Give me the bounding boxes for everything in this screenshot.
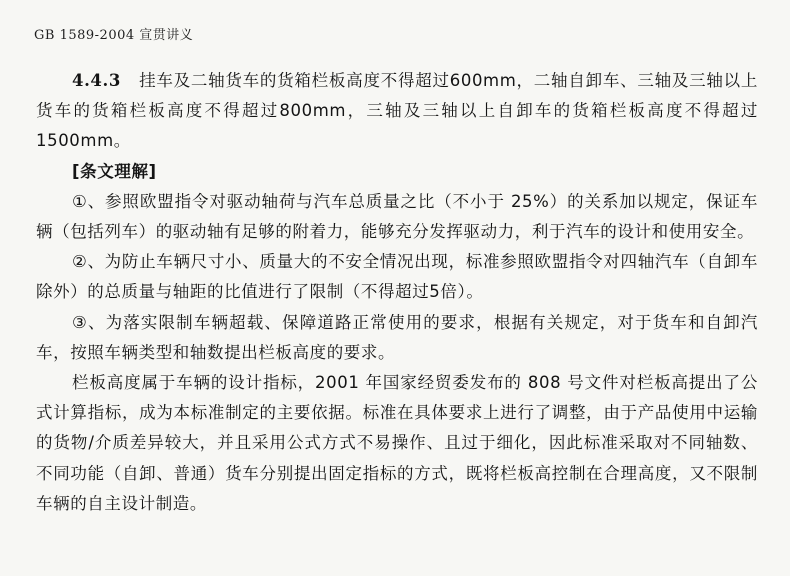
paragraph-2: ②、为防止车辆尺寸小、质量大的不安全情况出现，标准参照欧盟指令对四轴汽车（自卸车除外）的总质量与轴距的比值进行了限制（不得超过5倍）。 [36, 252, 758, 302]
clause-text: 挂车及二轴货车的货箱栏板高度不得超过600mm，二轴自卸车、三轴及三轴以上货车的货箱栏板高度不得超过800mm，三轴及三轴以上自卸车的货箱栏板高度不得超过1500mm。 [36, 71, 758, 151]
page-header: GB 1589-2004 宣贯讲义 [34, 28, 194, 43]
document-body [36, 66, 758, 519]
paragraph-3: ③、为落实限制车辆超载、保障道路正常使用的要求，根据有关规定，对于货车和自卸汽车，按照车辆类型和轴数提出栏板高度的要求。 [36, 312, 758, 362]
clause-number: 4.4.3 [72, 71, 121, 90]
clause-paragraph [36, 66, 758, 157]
paragraph-4: 栏板高度属于车辆的设计指标，2001 年国家经贸委发布的 808 号文件对栏板高提出了公式计算指标，成为本标准制定的主要依据。标准在具体要求上进行了调整，由于产品使用中运输的货物/介质差异较大，并且采用公式方式不易操作、且过于细化，因此标准采取对不同轴数、不同功能（自卸、普通）货车分别提出固定指标的方式，既将栏板高控制在合理高度，又不限制车辆的自主设计制造。 [36, 373, 758, 513]
section-title: [条文理解] [72, 161, 157, 181]
paragraph-1: ①、参照欧盟指令对驱动轴荷与汽车总质量之比（不小于 25%）的关系加以规定，保证车辆（包括列车）的驱动轴有足够的附着力，能够充分发挥驱动力，利于汽车的设计和使用安全。 [36, 191, 758, 242]
